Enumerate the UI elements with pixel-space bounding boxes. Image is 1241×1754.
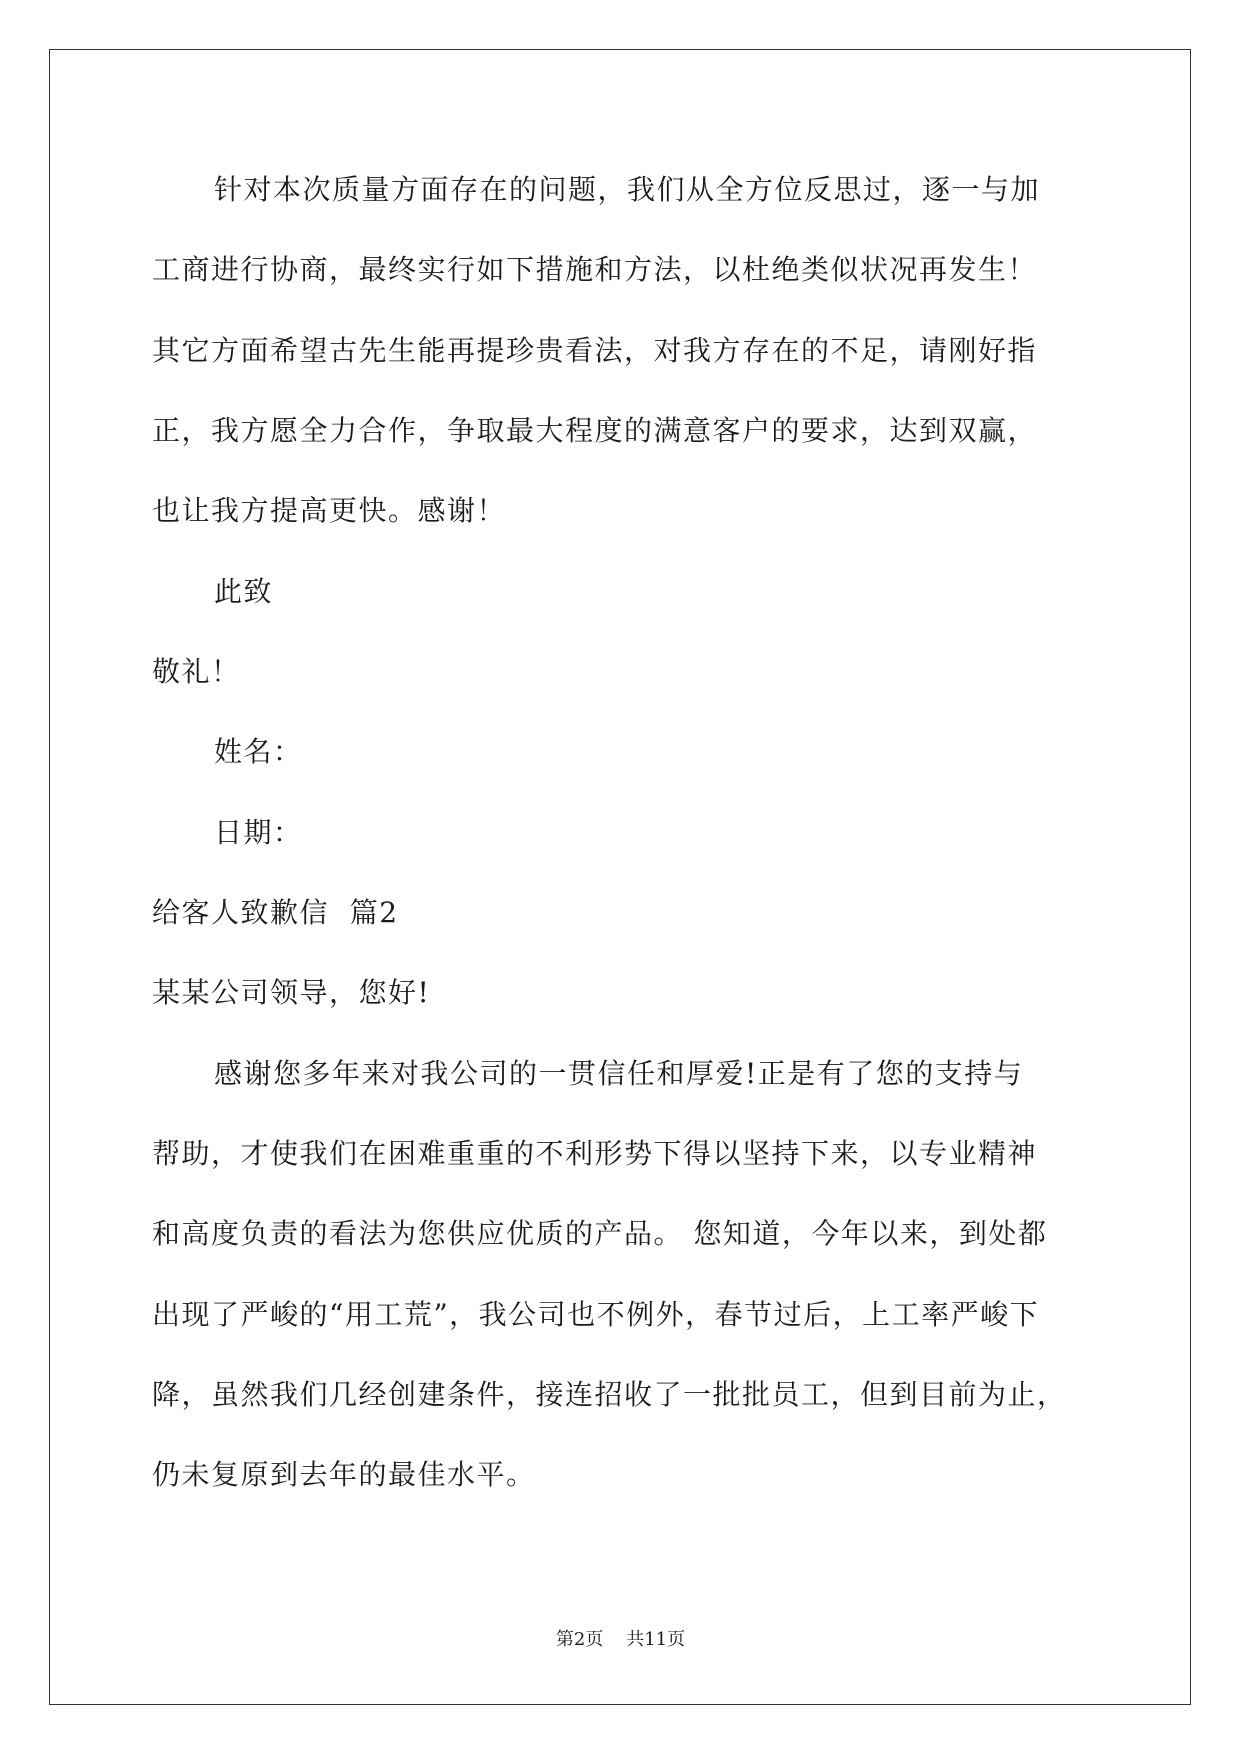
paragraph1-line-3: 其它方面希望古先生能再提珍贵看法，对我方存在的不足，请刚好指	[152, 334, 1038, 367]
paragraph2-line-1: 感谢您多年来对我公司的一贯信任和厚爱!正是有了您的支持与	[214, 1057, 1024, 1090]
paragraph1-line-5: 也让我方提高更快。感谢！	[152, 494, 507, 527]
section-title: 给客人致歉信 篇2	[152, 896, 399, 929]
paragraph2-line-5: 降，虽然我们几经创建条件，接连招收了一批批员工，但到目前为止，	[152, 1378, 1067, 1411]
paragraph1-line-4: 正，我方愿全力合作，争取最大程度的满意客户的要求，达到双赢，	[152, 414, 1038, 447]
paragraph2-line-6: 仍未复原到去年的最佳水平。	[152, 1458, 536, 1491]
paragraph2-line-4: 出现了严峻的“用工荒”，我公司也不例外，春节过后，上工率严峻下	[152, 1298, 1040, 1331]
paragraph2-line-3: 和高度负责的看法为您供应优质的产品。 您知道，今年以来，到处都	[152, 1217, 1048, 1250]
closing: 此致	[214, 575, 274, 608]
name-label: 姓名：	[214, 735, 303, 768]
greeting: 某某公司领导，您好!	[152, 976, 431, 1009]
salutation: 敬礼！	[152, 655, 241, 688]
page-number: 第2页 共11页	[555, 1629, 686, 1650]
paragraph2-line-2: 帮助，才使我们在困难重重的不利形势下得以坚持下来，以专业精神	[152, 1137, 1038, 1170]
paragraph1-line-2: 工商进行协商，最终实行如下措施和方法，以杜绝类似状况再发生！	[152, 253, 1038, 286]
date-label: 日期：	[214, 816, 303, 849]
paragraph1-line-1: 针对本次质量方面存在的问题，我们从全方位反思过，逐一与加	[214, 173, 1041, 206]
